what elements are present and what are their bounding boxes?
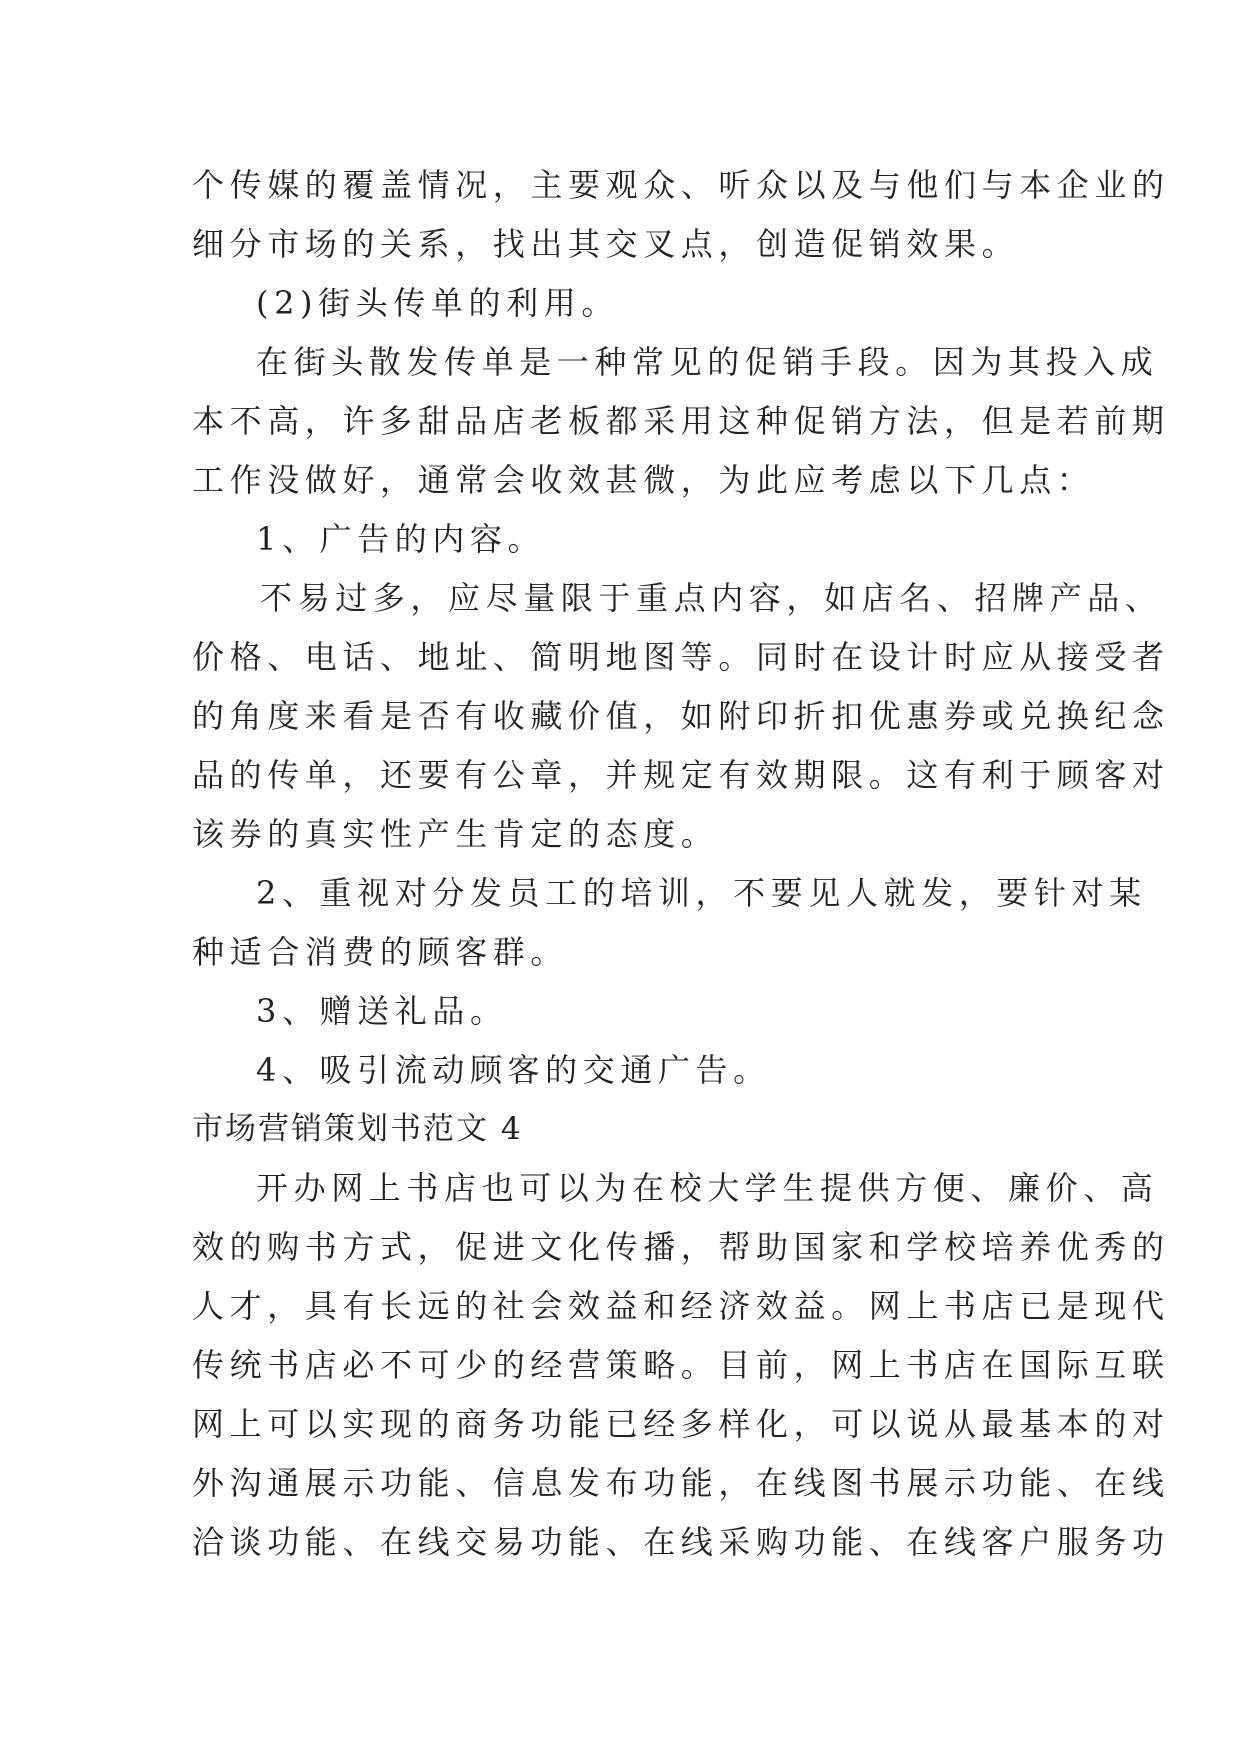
text-line: 工作没做好，通常会收效甚微，为此应考虑以下几点： bbox=[192, 461, 1095, 499]
document-body bbox=[192, 156, 1170, 1572]
text-line: 外沟通展示功能、信息发布功能，在线图书展示功能、在线 bbox=[192, 1464, 1170, 1502]
text-line: 价格、电话、地址、简明地图等。同时在设计时应从接受者 bbox=[192, 638, 1170, 676]
text-line: 传统书店必不可少的经营策略。目前，网上书店在国际互联 bbox=[192, 1346, 1170, 1384]
text-line: 的角度来看是否有收藏价值，如附印折扣优惠券或兑换纪念 bbox=[192, 697, 1170, 735]
text-line: 细分市场的关系，找出其交叉点，创造促销效果。 bbox=[192, 225, 1020, 263]
text-line: 人才，具有长远的社会效益和经济效益。网上书店已是现代 bbox=[192, 1287, 1170, 1325]
text-line: 本不高，许多甜品店老板都采用这种促销方法，但是若前期 bbox=[192, 402, 1170, 440]
text-line: 不易过多，应尽量限于重点内容，如店名、招牌产品、 bbox=[260, 579, 1163, 617]
list-item: 2、重视对分发员工的培训，不要见人就发，要针对某 bbox=[256, 874, 1147, 912]
text-line: 种适合消费的顾客群。 bbox=[192, 933, 569, 971]
text-line: 品的传单，还要有公章，并规定有效期限。这有利于顾客对 bbox=[192, 756, 1170, 794]
text-line: 开办网上书店也可以为在校大学生提供方便、廉价、高 bbox=[256, 1169, 1159, 1207]
text-line: 网上可以实现的商务功能已经多样化，可以说从最基本的对 bbox=[192, 1405, 1170, 1443]
list-item: 1、广告的内容。 bbox=[256, 520, 546, 558]
text-line: 在街头散发传单是一种常见的促销手段。因为其投入成 bbox=[256, 343, 1159, 381]
text-line: 个传媒的覆盖情况，主要观众、听众以及与他们与本企业的 bbox=[192, 166, 1170, 204]
text-line: 该券的真实性产生肯定的态度。 bbox=[192, 815, 719, 853]
list-item: 4、吸引流动顾客的交通广告。 bbox=[256, 1051, 771, 1089]
section-heading: 市场营销策划书范文 4 bbox=[192, 1111, 523, 1147]
subsection-heading: (2)街头传单的利用。 bbox=[256, 284, 619, 322]
text-line: 洽谈功能、在线交易功能、在线采购功能、在线客户服务功 bbox=[192, 1523, 1170, 1561]
list-item: 3、赠送礼品。 bbox=[256, 992, 508, 1030]
text-line: 效的购书方式，促进文化传播，帮助国家和学校培养优秀的 bbox=[192, 1228, 1170, 1266]
